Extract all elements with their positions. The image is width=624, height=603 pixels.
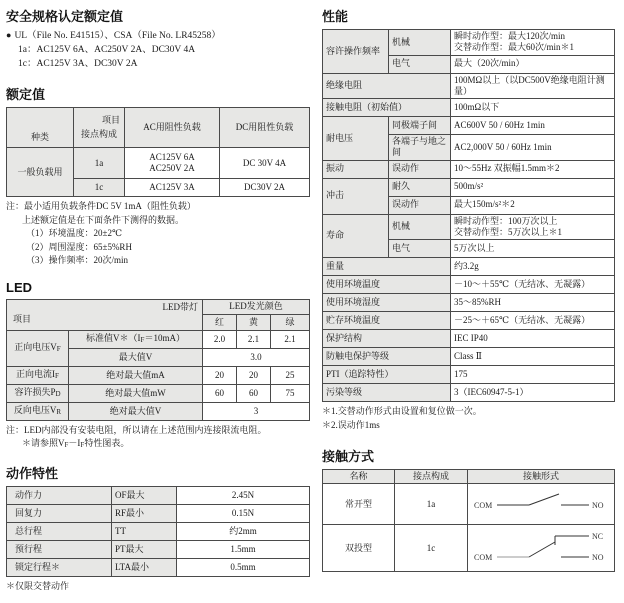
led-pd-red: 60	[203, 384, 237, 402]
perf-contact-res-value: 100mΩ以下	[451, 99, 615, 117]
ratings-header-ac: AC用阻性负载	[125, 108, 220, 148]
operating-label: 预行程	[7, 540, 112, 558]
led-vf-label	[7, 330, 69, 366]
ratings-header-row	[7, 108, 310, 148]
ratings-header-split	[74, 108, 125, 148]
led-row-if	[7, 366, 310, 384]
operating-row	[7, 504, 310, 522]
ratings-row-1a	[7, 148, 310, 179]
perf-humidity-label: 使用环境湿度	[323, 294, 451, 312]
contact-header-config: 接点构成	[395, 470, 468, 484]
contact-config-1a: 1a	[395, 484, 468, 525]
ratings-kind-cell: 一般负载用	[7, 148, 74, 197]
contact-header-form: 接触形式	[468, 470, 615, 484]
contact-header-row	[323, 470, 615, 484]
perf-freq-label: 容许操作频率	[323, 30, 389, 74]
perf-row-temp	[323, 276, 615, 294]
led-vr-pre: 反向电压V	[13, 405, 57, 416]
ratings-contact-1c: 1c	[74, 179, 125, 197]
operating-label: 总行程	[7, 522, 112, 540]
perf-life-mech-value	[451, 214, 615, 240]
left-column	[6, 6, 310, 603]
ratings-dc-1a: DC 30V 4A	[220, 148, 310, 179]
led-vf-std-label	[69, 330, 203, 348]
perf-row-withstand-1	[323, 117, 615, 135]
performance-table	[322, 29, 615, 402]
perf-withstand-r1-value: AC600V 50 / 60Hz 1min	[451, 117, 615, 135]
led-header-yellow: 黄	[237, 315, 271, 331]
perf-freq-mech: 机械	[389, 30, 451, 56]
led-row-pd	[7, 384, 310, 402]
perf-humidity-value: 35～85%RH	[451, 294, 615, 312]
led-vf-pre: 正向电压V	[14, 342, 57, 353]
led-vr-label	[7, 402, 69, 420]
led-row-vf-std	[7, 330, 310, 348]
led-title: LED	[6, 279, 32, 295]
led-pd-pre: 容许损失P	[14, 387, 56, 398]
led-vf-std-p1: 标准值V＊（I	[86, 333, 141, 344]
perf-shock-class-value: Class Ⅱ	[451, 348, 615, 366]
contact-title: 接触方式	[322, 449, 375, 464]
led-vr-sub: R	[56, 408, 62, 417]
ratings-header-dc: DC用阻性负载	[220, 108, 310, 148]
perf-row-protection	[323, 330, 615, 348]
ratings-note-1: 最小适用负载条件DC 5V 1mA（阻性负载）	[24, 201, 196, 212]
right-column	[322, 6, 615, 582]
safety-title: 安全规格认定额定值	[6, 9, 124, 24]
led-if-red: 20	[203, 366, 237, 384]
perf-row-humidity	[323, 294, 615, 312]
perf-life-mech-v2: 交替动作型：5万次以上＊1	[454, 226, 563, 237]
perf-pti-label: PTI（追踪特性）	[323, 366, 451, 384]
perf-pollution-label: 污染等级	[323, 384, 451, 402]
operating-code: LTA最小	[112, 558, 177, 576]
perf-withstand-r2-label: 各端子与地之间	[389, 135, 451, 161]
operating-code: OF最大	[112, 486, 177, 504]
operating-row	[7, 486, 310, 504]
led-note2-p5: 特性图表。	[84, 438, 130, 449]
ratings-notes	[6, 200, 310, 268]
performance-note-1: ＊1.交替动作形式由设置和复位做一次。	[322, 406, 482, 416]
com-label: COM	[474, 553, 493, 563]
perf-row-vibration	[323, 160, 615, 178]
safety-line-1c: 1c：AC125V 3A、DC30V 2A	[18, 58, 138, 69]
contact-row-1a	[323, 484, 615, 525]
led-vr-value: 3	[203, 402, 310, 420]
operating-value: 1.5mm	[177, 540, 310, 558]
led-pd-green: 75	[271, 384, 310, 402]
perf-row-insulation	[323, 73, 615, 99]
com-label: COM	[474, 501, 493, 511]
led-pd-label	[7, 384, 69, 402]
safety-ul-text: UL（File No. E41515）、CSA（File No. LR45258）	[14, 31, 221, 41]
perf-freq-mech-v1: 瞬时动作型：最大120次/min	[454, 31, 566, 41]
led-vf-std-green: 2.1	[271, 330, 310, 348]
bullet-icon: ●	[6, 30, 12, 40]
perf-shock-class-label: 防触电保护等级	[323, 348, 451, 366]
led-header-item: 项目	[13, 313, 32, 324]
ratings-dc-1c: DC30V 2A	[220, 179, 310, 197]
led-if-pre: 正向电流I	[16, 369, 56, 380]
led-vr-sub-label: 绝对最大值V	[69, 402, 203, 420]
ratings-ac-1a	[125, 148, 220, 179]
operating-value: 0.15N	[177, 504, 310, 522]
led-table	[6, 299, 310, 421]
note-label: 注：	[6, 201, 25, 212]
contact-row-1c	[323, 525, 615, 572]
perf-storage-value: －25～＋65℃（无结冰、无凝露）	[451, 312, 615, 330]
perf-vibration-sub: 误动作	[389, 160, 451, 178]
led-note2-p3: －I	[68, 438, 81, 449]
led-note-2	[22, 437, 310, 451]
operating-value: 0.5mm	[177, 558, 310, 576]
section-led	[6, 280, 310, 451]
operating-row	[7, 522, 310, 540]
led-if-sub-label: 绝对最大值mA	[69, 366, 203, 384]
perf-insulation-value: 100MΩ以上（以DC500V绝缘电阻计测量）	[451, 73, 615, 99]
led-if-label	[7, 366, 69, 384]
operating-label: 动作力	[7, 486, 112, 504]
no-label: NO	[592, 501, 604, 511]
section-ratings	[6, 84, 310, 268]
perf-row-pti	[323, 366, 615, 384]
led-header-red: 红	[203, 315, 237, 331]
led-vf-std-red: 2.0	[203, 330, 237, 348]
spdt-contact-diagram	[471, 529, 611, 567]
perf-pti-value: 175	[451, 366, 615, 384]
section-operating	[6, 463, 310, 594]
perf-life-mech-v1: 瞬时动作型：100万次以上	[454, 215, 558, 226]
operating-row	[7, 558, 310, 576]
perf-temp-label: 使用环境温度	[323, 276, 451, 294]
perf-contact-res-label: 接触电阻（初始值）	[323, 99, 451, 117]
perf-row-weight	[323, 258, 615, 276]
led-vf-sub: F	[56, 345, 61, 354]
section-contact	[322, 446, 615, 572]
perf-withstand-r2-value: AC2,000V 50 / 60Hz 1min	[451, 135, 615, 161]
perf-withstand-r1-label: 同极端子间	[389, 117, 451, 135]
section-safety-ratings	[6, 6, 310, 71]
led-if-yellow: 20	[237, 366, 271, 384]
perf-life-elec: 电气	[389, 240, 451, 258]
ratings-cond-2: （2）周围湿度：65±5%RH	[26, 241, 132, 252]
ratings-ac-1c: AC125V 3A	[125, 179, 220, 197]
led-header-green: 绿	[271, 315, 310, 331]
operating-value: 约2mm	[177, 522, 310, 540]
operating-title: 动作特性	[6, 465, 59, 481]
led-header-row-1	[7, 299, 310, 315]
led-header-color: LED发光颜色	[203, 299, 310, 315]
note-label: 注：	[6, 424, 25, 435]
contact-name-1c: 双投型	[323, 525, 395, 572]
perf-protection-value: IEC IP40	[451, 330, 615, 348]
perf-row-contact-res	[323, 99, 615, 117]
perf-withstand-label: 耐电压	[323, 117, 389, 161]
led-header-corner	[7, 299, 203, 330]
perf-pollution-value: 3（IEC60947-5-1）	[451, 384, 615, 402]
contact-table	[322, 469, 615, 572]
contact-form-1c	[468, 525, 615, 572]
operating-value: 2.45N	[177, 486, 310, 504]
ratings-ac-1a-line2: AC250V 2A	[149, 163, 195, 174]
led-vf-std-p3: ＝10mA）	[144, 333, 185, 344]
perf-freq-mech-value	[451, 30, 615, 56]
perf-vibration-value: 10～55Hz 双振幅1.5mm＊2	[451, 160, 615, 178]
perf-shock-r1-label: 耐久	[389, 178, 451, 196]
perf-shock-r1-value: 500m/s²	[451, 178, 615, 196]
perf-row-freq-mech	[323, 30, 615, 56]
section-performance	[322, 6, 615, 432]
ratings-header-item: 项目	[101, 115, 120, 126]
spst-contact-diagram	[471, 491, 611, 517]
contact-config-1c: 1c	[395, 525, 468, 572]
perf-freq-mech-v2: 交替动作型：最大60次/min＊1	[454, 42, 575, 53]
led-if-green: 25	[271, 366, 310, 384]
led-vf-max-value: 3.0	[203, 348, 310, 366]
perf-shock-label: 冲击	[323, 178, 389, 214]
perf-row-shock-class	[323, 348, 615, 366]
ratings-cond-1: （1）环境温度：20±2℃	[26, 228, 123, 239]
perf-life-elec-value: 5万次以上	[451, 240, 615, 258]
led-notes	[6, 424, 310, 451]
perf-temp-value: －10～＋55℃（无结冰、无凝露）	[451, 276, 615, 294]
led-note-1: LED内部没有安装电阻，所以请在上述范围内连接限流电阻。	[24, 424, 267, 435]
ratings-table	[6, 107, 310, 197]
perf-protection-label: 保护结构	[323, 330, 451, 348]
led-note2-p1: ＊请参照V	[22, 438, 65, 449]
perf-weight-label: 重量	[323, 258, 451, 276]
perf-vibration-label: 振动	[323, 160, 389, 178]
perf-weight-value: 约3.2g	[451, 258, 615, 276]
ratings-header-contact: 接点构成	[80, 129, 117, 140]
led-pd-yellow: 60	[237, 384, 271, 402]
contact-form-1a	[468, 484, 615, 525]
led-note2-p4: F	[80, 441, 85, 450]
operating-label: 锁定行程＊	[7, 558, 112, 576]
ratings-note-2: 上述额定值是在下面条件下测得的数据。	[22, 214, 185, 225]
perf-row-storage	[323, 312, 615, 330]
led-vf-max-label: 最大值V	[69, 348, 203, 366]
safety-line-1a: 1a：AC125V 6A、AC250V 2A、DC30V 4A	[18, 44, 196, 55]
led-header-withled: LED带灯	[162, 301, 198, 312]
perf-storage-label: 贮存环境温度	[323, 312, 451, 330]
nc-label: NC	[592, 532, 604, 542]
safety-line-ul	[6, 29, 310, 44]
no-label: NO	[592, 553, 604, 563]
led-pd-sub-label: 绝对最大值mW	[69, 384, 203, 402]
perf-shock-r2-label: 误动作	[389, 196, 451, 214]
perf-life-label: 寿命	[323, 214, 389, 258]
perf-row-shock-1	[323, 178, 615, 196]
ratings-header-kind: 种类	[7, 108, 74, 148]
led-if-sub: F	[55, 372, 59, 381]
perf-insulation-label: 绝缘电阻	[323, 73, 451, 99]
perf-row-pollution	[323, 384, 615, 402]
operating-label: 回复力	[7, 504, 112, 522]
operating-note: ＊仅限交替动作	[6, 580, 70, 591]
performance-title: 性能	[322, 9, 349, 24]
perf-freq-elec: 电气	[389, 55, 451, 73]
ratings-title: 额定值	[6, 87, 46, 103]
led-vf-std-p2: F	[140, 336, 145, 345]
operating-code: PT最大	[112, 540, 177, 558]
operating-row	[7, 540, 310, 558]
ratings-cond-3: （3）操作频率：20次/min	[26, 255, 129, 266]
contact-header-name: 名称	[323, 470, 395, 484]
perf-row-life-mech	[323, 214, 615, 240]
operating-code: RF最小	[112, 504, 177, 522]
led-row-vr	[7, 402, 310, 420]
ratings-contact-1a: 1a	[74, 148, 125, 179]
led-note2-p2: F	[64, 441, 69, 450]
led-pd-sub: D	[55, 390, 61, 399]
operating-table	[6, 486, 310, 577]
perf-life-mech: 机械	[389, 214, 451, 240]
perf-freq-elec-value: 最大（20次/min）	[451, 55, 615, 73]
operating-code: TT	[112, 522, 177, 540]
perf-shock-r2-value: 最大150m/s²＊2	[451, 196, 615, 214]
led-vf-std-yellow: 2.1	[237, 330, 271, 348]
contact-name-1a: 常开型	[323, 484, 395, 525]
ratings-ac-1a-line1: AC125V 6A	[149, 152, 195, 163]
performance-note-2: ＊2.误动作1ms	[322, 419, 380, 430]
